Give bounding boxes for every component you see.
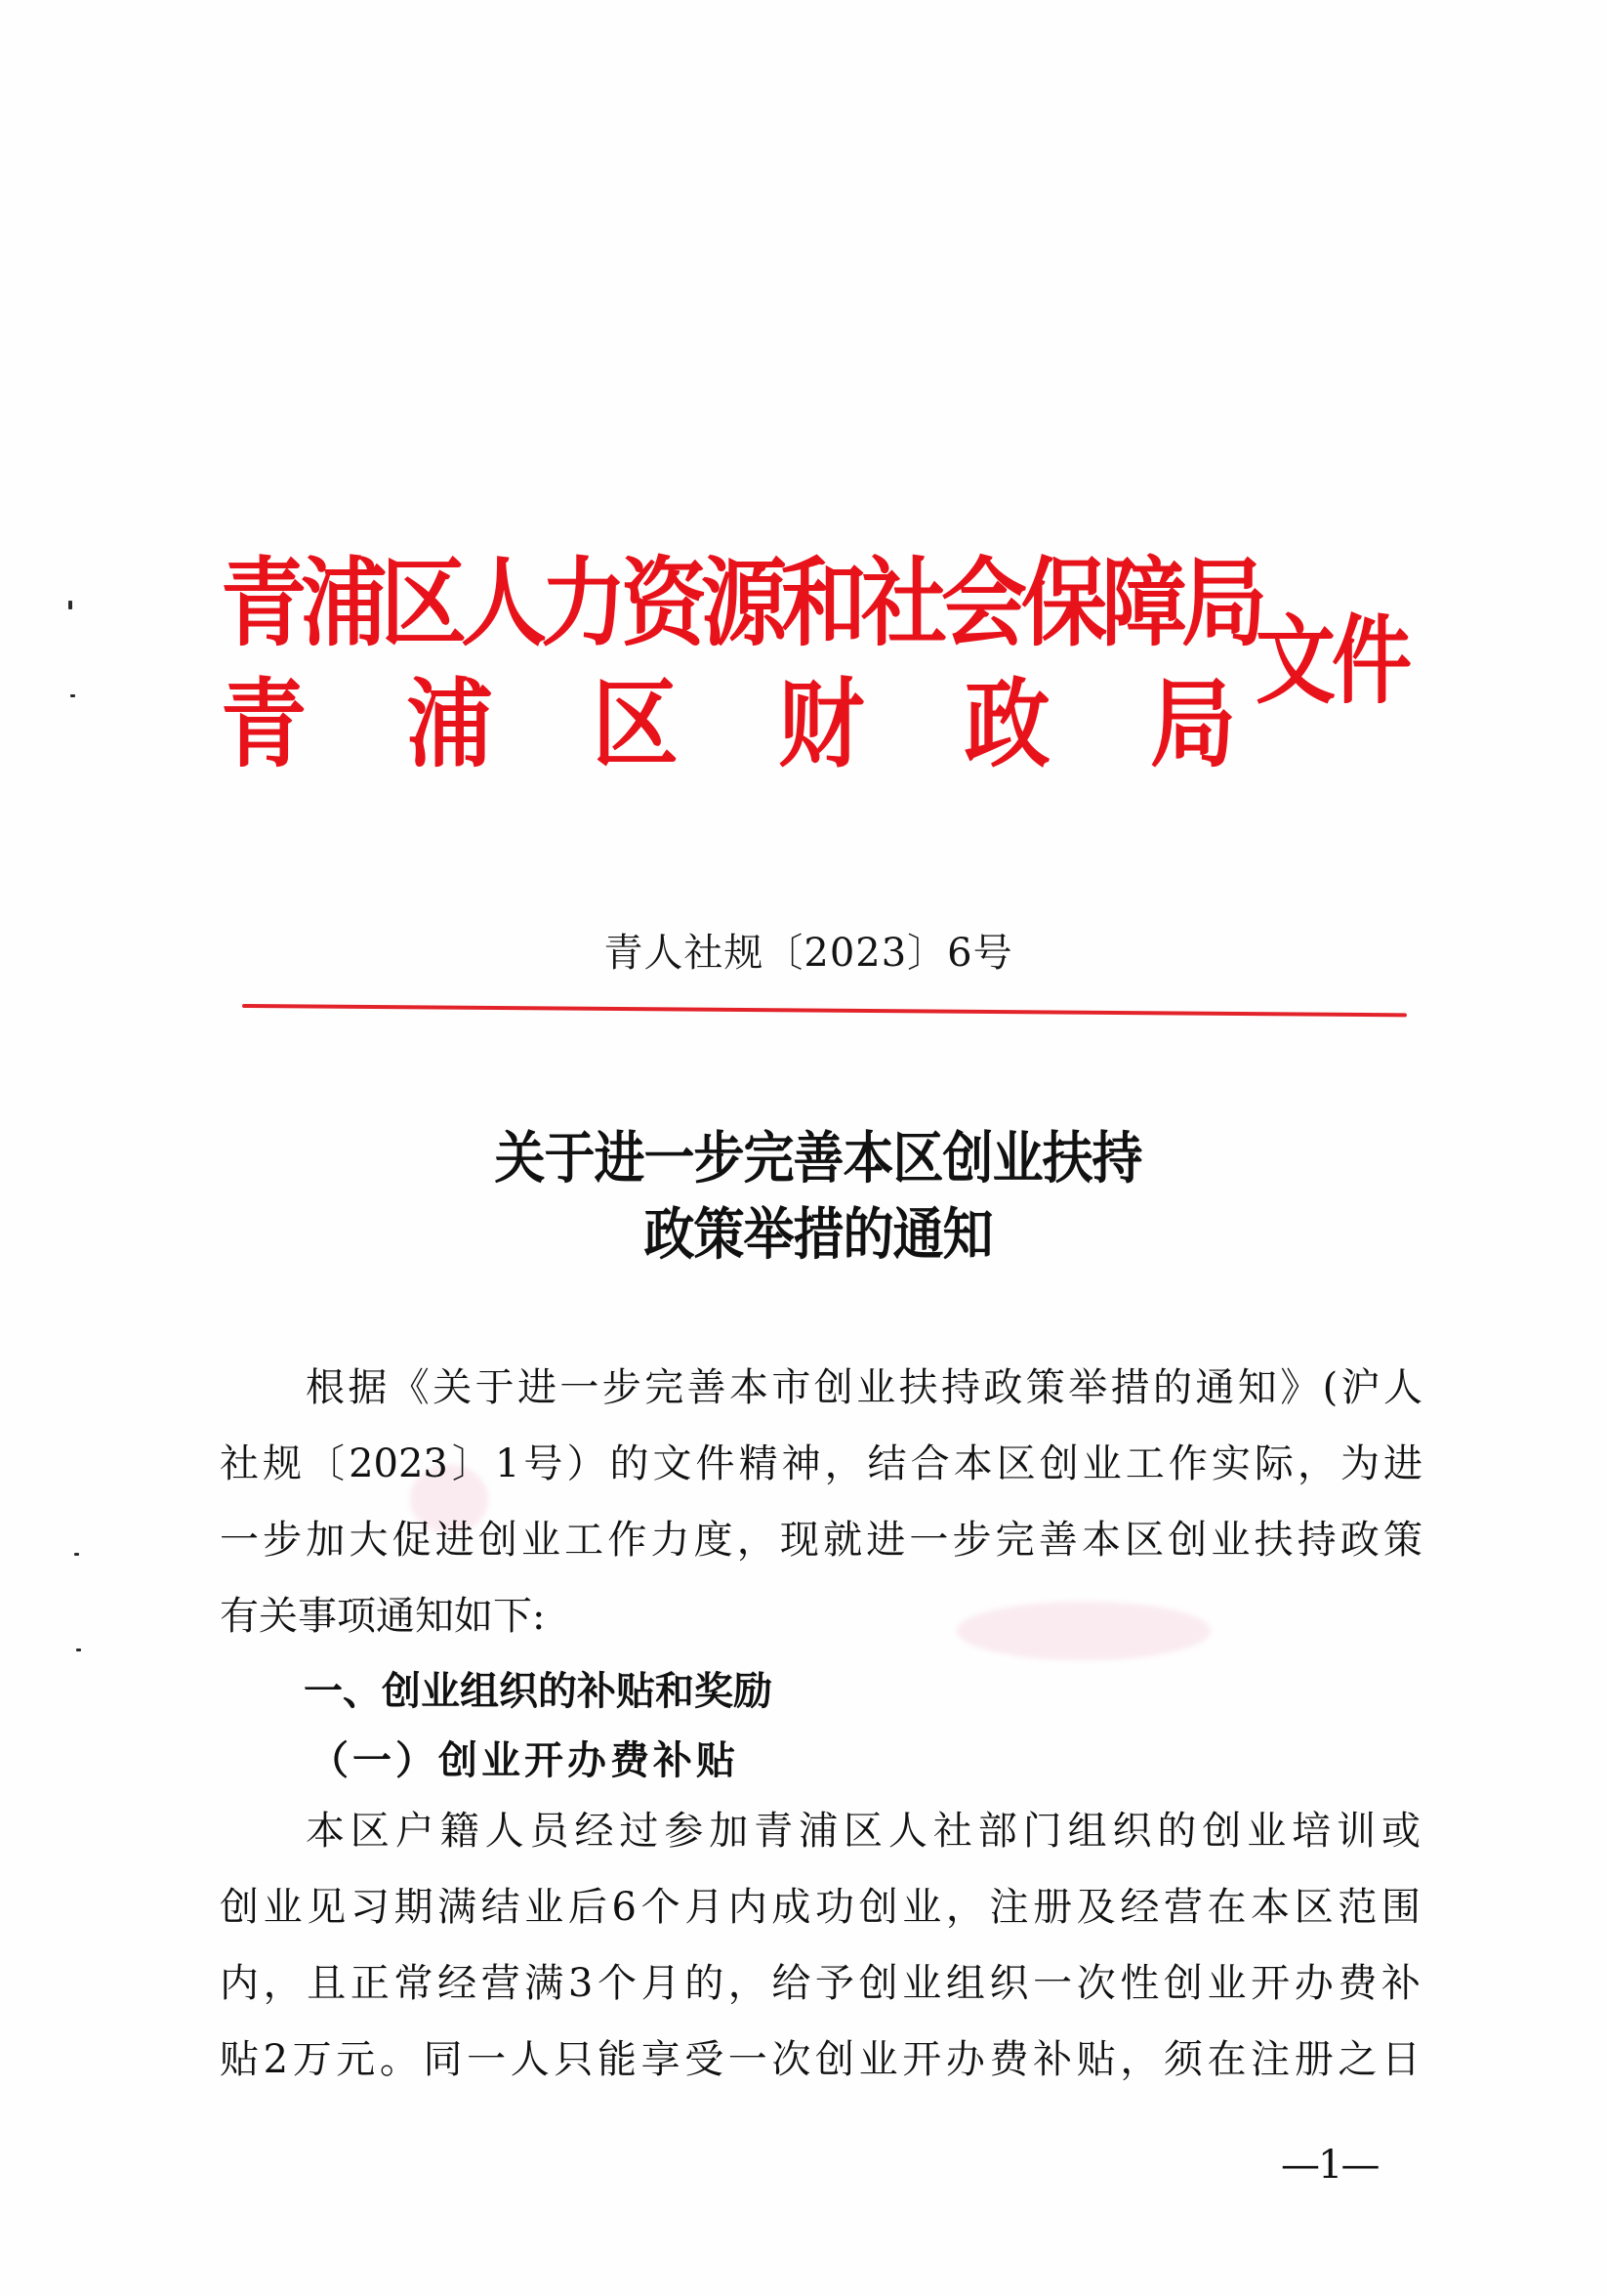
scan-speck (70, 694, 75, 697)
section-heading: 一、创业组织的补贴和奖励 (304, 1669, 772, 1714)
masthead (221, 542, 1441, 786)
page-number: —1— (1281, 2143, 1379, 2188)
title-line-1: 关于进一步完善本区创业扶持 (494, 1125, 1142, 1191)
body-line: 内，且正常经营满3个月的，给予创业组织一次性创业开办费补 (220, 1961, 1422, 2006)
scan-speck (68, 601, 72, 609)
body-line: 一步加大促进创业工作力度，现就进一步完善本区创业扶持政策 (220, 1518, 1422, 1563)
subsection-heading: （一）创业开办费补贴 (309, 1737, 739, 1783)
body-line: 有关事项通知如下: (220, 1594, 546, 1639)
masthead-issuer-1: 青浦区人力资源和社会保障局 (221, 545, 1262, 659)
body-line: 根据《关于进一步完善本市创业扶持政策举措的通知》(沪人 (306, 1365, 1422, 1410)
masthead-char: 区 (592, 666, 679, 780)
body-line: 社规〔2023〕1号）的文件精神，结合本区创业工作实际，为进 (220, 1441, 1422, 1486)
masthead-char: 政 (964, 666, 1051, 780)
body-line: 创业见习期满结业后6个月内成功创业，注册及经营在本区范围 (220, 1885, 1422, 1930)
masthead-char: 浦 (406, 666, 493, 780)
masthead-char: 青 (221, 666, 308, 780)
intro-paragraph (220, 1350, 1422, 1654)
red-divider (242, 1004, 1407, 1017)
scan-speck (76, 1649, 81, 1651)
masthead-char: 局 (1149, 666, 1236, 780)
document-body (220, 1350, 1422, 2098)
subsection-paragraph (220, 1793, 1422, 2098)
body-line: 贴2万元。同一人只能享受一次创业开办费补贴，须在注册之日 (220, 2037, 1422, 2082)
scan-speck (74, 1553, 79, 1556)
masthead-issuer-2 (221, 663, 1236, 783)
document-number: 青人社规〔2023〕6号 (603, 931, 1013, 976)
masthead-suffix: 文件 (1256, 605, 1409, 718)
title-line-2: 政策举措的通知 (643, 1201, 993, 1268)
body-line: 本区户籍人员经过参加青浦区人社部门组织的创业培训或 (306, 1809, 1422, 1854)
document-title (0, 1121, 1607, 1273)
masthead-char: 财 (778, 666, 865, 780)
